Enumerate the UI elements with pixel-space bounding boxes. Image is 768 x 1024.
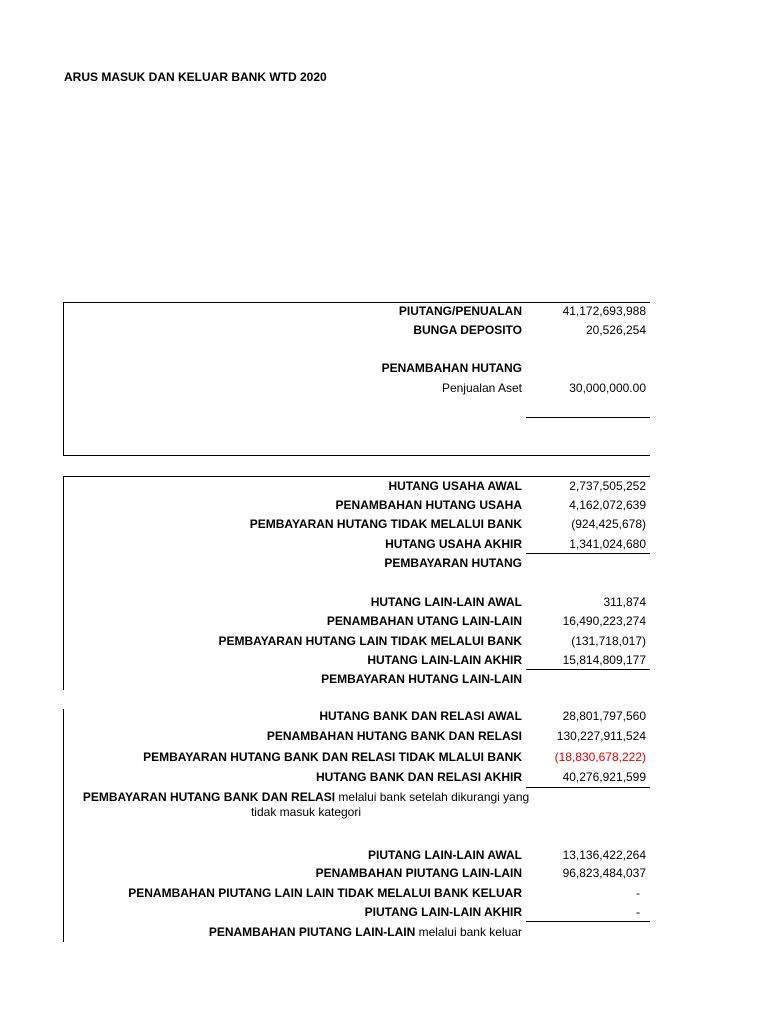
- row-label: PENAMBAHAN HUTANG USAHA: [335, 498, 522, 512]
- row-value: 40,276,921,599: [562, 770, 646, 784]
- report-title: ARUS MASUK DAN KELUAR BANK WTD 2020: [64, 70, 327, 84]
- row-penambahan-hutang-usaha: [0, 496, 768, 514]
- row-label: PENAMBAHAN PIUTANG LAIN-LAIN: [315, 866, 522, 880]
- row-label: PEMBAYARAN HUTANG TIDAK MELALUI BANK: [249, 517, 522, 531]
- row-label: PENAMBAHAN UTANG LAIN-LAIN: [326, 614, 522, 628]
- row-penambahan-hutang-bank: [0, 727, 768, 745]
- row-pembayaran-hutang-bank-tidak-bank: [0, 748, 768, 766]
- box1-bottom-border: [63, 455, 650, 456]
- subtotal-underline: [526, 921, 650, 922]
- row-penambahan-piutang-lain: [0, 864, 768, 882]
- row-piutang-lain-akhir: [0, 903, 768, 921]
- row-label: PENAMBAHAN HUTANG: [381, 361, 522, 375]
- note-text: melalui bank setelah dikurangi yang: [335, 790, 530, 804]
- row-value: -: [636, 886, 640, 900]
- row-value: 1,341,024,680: [569, 537, 646, 551]
- row-value: 96,823,484,037: [562, 866, 646, 880]
- note-pembayaran-hutang-bank: [64, 790, 548, 820]
- row-value: 130,227,911,524: [556, 729, 646, 743]
- row-pembayaran-hutang-lain-tidak-bank: [0, 632, 768, 650]
- row-label: HUTANG BANK DAN RELASI AKHIR: [316, 770, 522, 784]
- row-value: (131,718,017): [571, 634, 646, 648]
- row-label: PEMBAYARAN HUTANG LAIN-LAIN: [321, 672, 522, 686]
- row-hutang-usaha-awal: [0, 477, 768, 495]
- row-pembayaran-hutang-tidak-bank: [0, 515, 768, 533]
- row-penambahan-utang-lain: [0, 612, 768, 630]
- row-value: 20,526,254: [585, 323, 646, 337]
- row-penambahan-piutang-lain-melalui-bank: [0, 923, 768, 941]
- row-value: (924,425,678): [571, 517, 646, 531]
- row-label-plain: melalui bank keluar: [415, 925, 522, 939]
- row-bunga-deposito: [0, 321, 768, 339]
- row-value: 30,000,000.00: [569, 381, 646, 395]
- row-label: [209, 923, 522, 941]
- row-value-negative: (18,830,678,222): [554, 750, 646, 764]
- row-pembayaran-hutang-lain: [0, 670, 768, 688]
- row-pembayaran-hutang: [0, 554, 768, 572]
- row-value: 41,172,693,988: [562, 304, 646, 318]
- row-label: PENAMBAHAN PIUTANG LAIN LAIN TIDAK MELALUI BANK KELUAR: [128, 886, 522, 900]
- row-penjualan-aset: [0, 379, 768, 397]
- row-label: Penjualan Aset: [441, 381, 522, 395]
- row-label: PEMBAYARAN HUTANG: [384, 556, 522, 570]
- row-label: HUTANG BANK DAN RELASI AWAL: [319, 709, 522, 723]
- note-line2: tidak masuk kategori: [250, 805, 362, 819]
- subtotal-underline: [526, 787, 650, 788]
- row-penambahan-piutang-lain-tidak-bank: [0, 884, 768, 902]
- row-label-bold: PENAMBAHAN PIUTANG LAIN-LAIN: [208, 925, 416, 939]
- row-label: PIUTANG LAIN-LAIN AKHIR: [364, 905, 522, 919]
- row-hutang-usaha-akhir: [0, 535, 768, 553]
- row-penambahan-hutang: [0, 359, 768, 377]
- row-label: HUTANG LAIN-LAIN AWAL: [370, 595, 522, 609]
- row-hutang-lain-akhir: [0, 651, 768, 669]
- row-label: HUTANG USAHA AWAL: [388, 479, 522, 493]
- row-value: 2,737,505,252: [569, 479, 646, 493]
- row-hutang-lain-awal: [0, 593, 768, 611]
- row-value: 311,874: [603, 595, 646, 609]
- row-label: PENAMBAHAN HUTANG BANK DAN RELASI: [266, 729, 522, 743]
- row-value: 16,490,223,274: [562, 614, 646, 628]
- row-label: PEMBAYARAN HUTANG BANK DAN RELASI TIDAK MLALUI BANK: [143, 750, 522, 764]
- row-value: 4,162,072,639: [569, 498, 646, 512]
- row-hutang-bank-awal: [0, 707, 768, 725]
- total-underline: [526, 417, 650, 418]
- row-value: 13,136,422,264: [562, 848, 646, 862]
- row-label: PIUTANG/PENUALAN: [398, 304, 522, 318]
- row-hutang-bank-akhir: [0, 768, 768, 786]
- row-piutang-penjualan: [0, 302, 768, 320]
- row-label: PIUTANG LAIN-LAIN AWAL: [368, 848, 522, 862]
- note-bold-text: PEMBAYARAN HUTANG BANK DAN RELASI: [82, 790, 336, 804]
- row-value: 28,801,797,560: [562, 709, 646, 723]
- row-value: -: [636, 905, 640, 919]
- row-value: 15,814,809,177: [562, 653, 646, 667]
- row-label: BUNGA DEPOSITO: [413, 323, 522, 337]
- row-label: PEMBAYARAN HUTANG LAIN TIDAK MELALUI BANK: [218, 634, 522, 648]
- row-label: HUTANG LAIN-LAIN AKHIR: [367, 653, 522, 667]
- row-label: HUTANG USAHA AKHIR: [385, 537, 522, 551]
- row-piutang-lain-awal: [0, 846, 768, 864]
